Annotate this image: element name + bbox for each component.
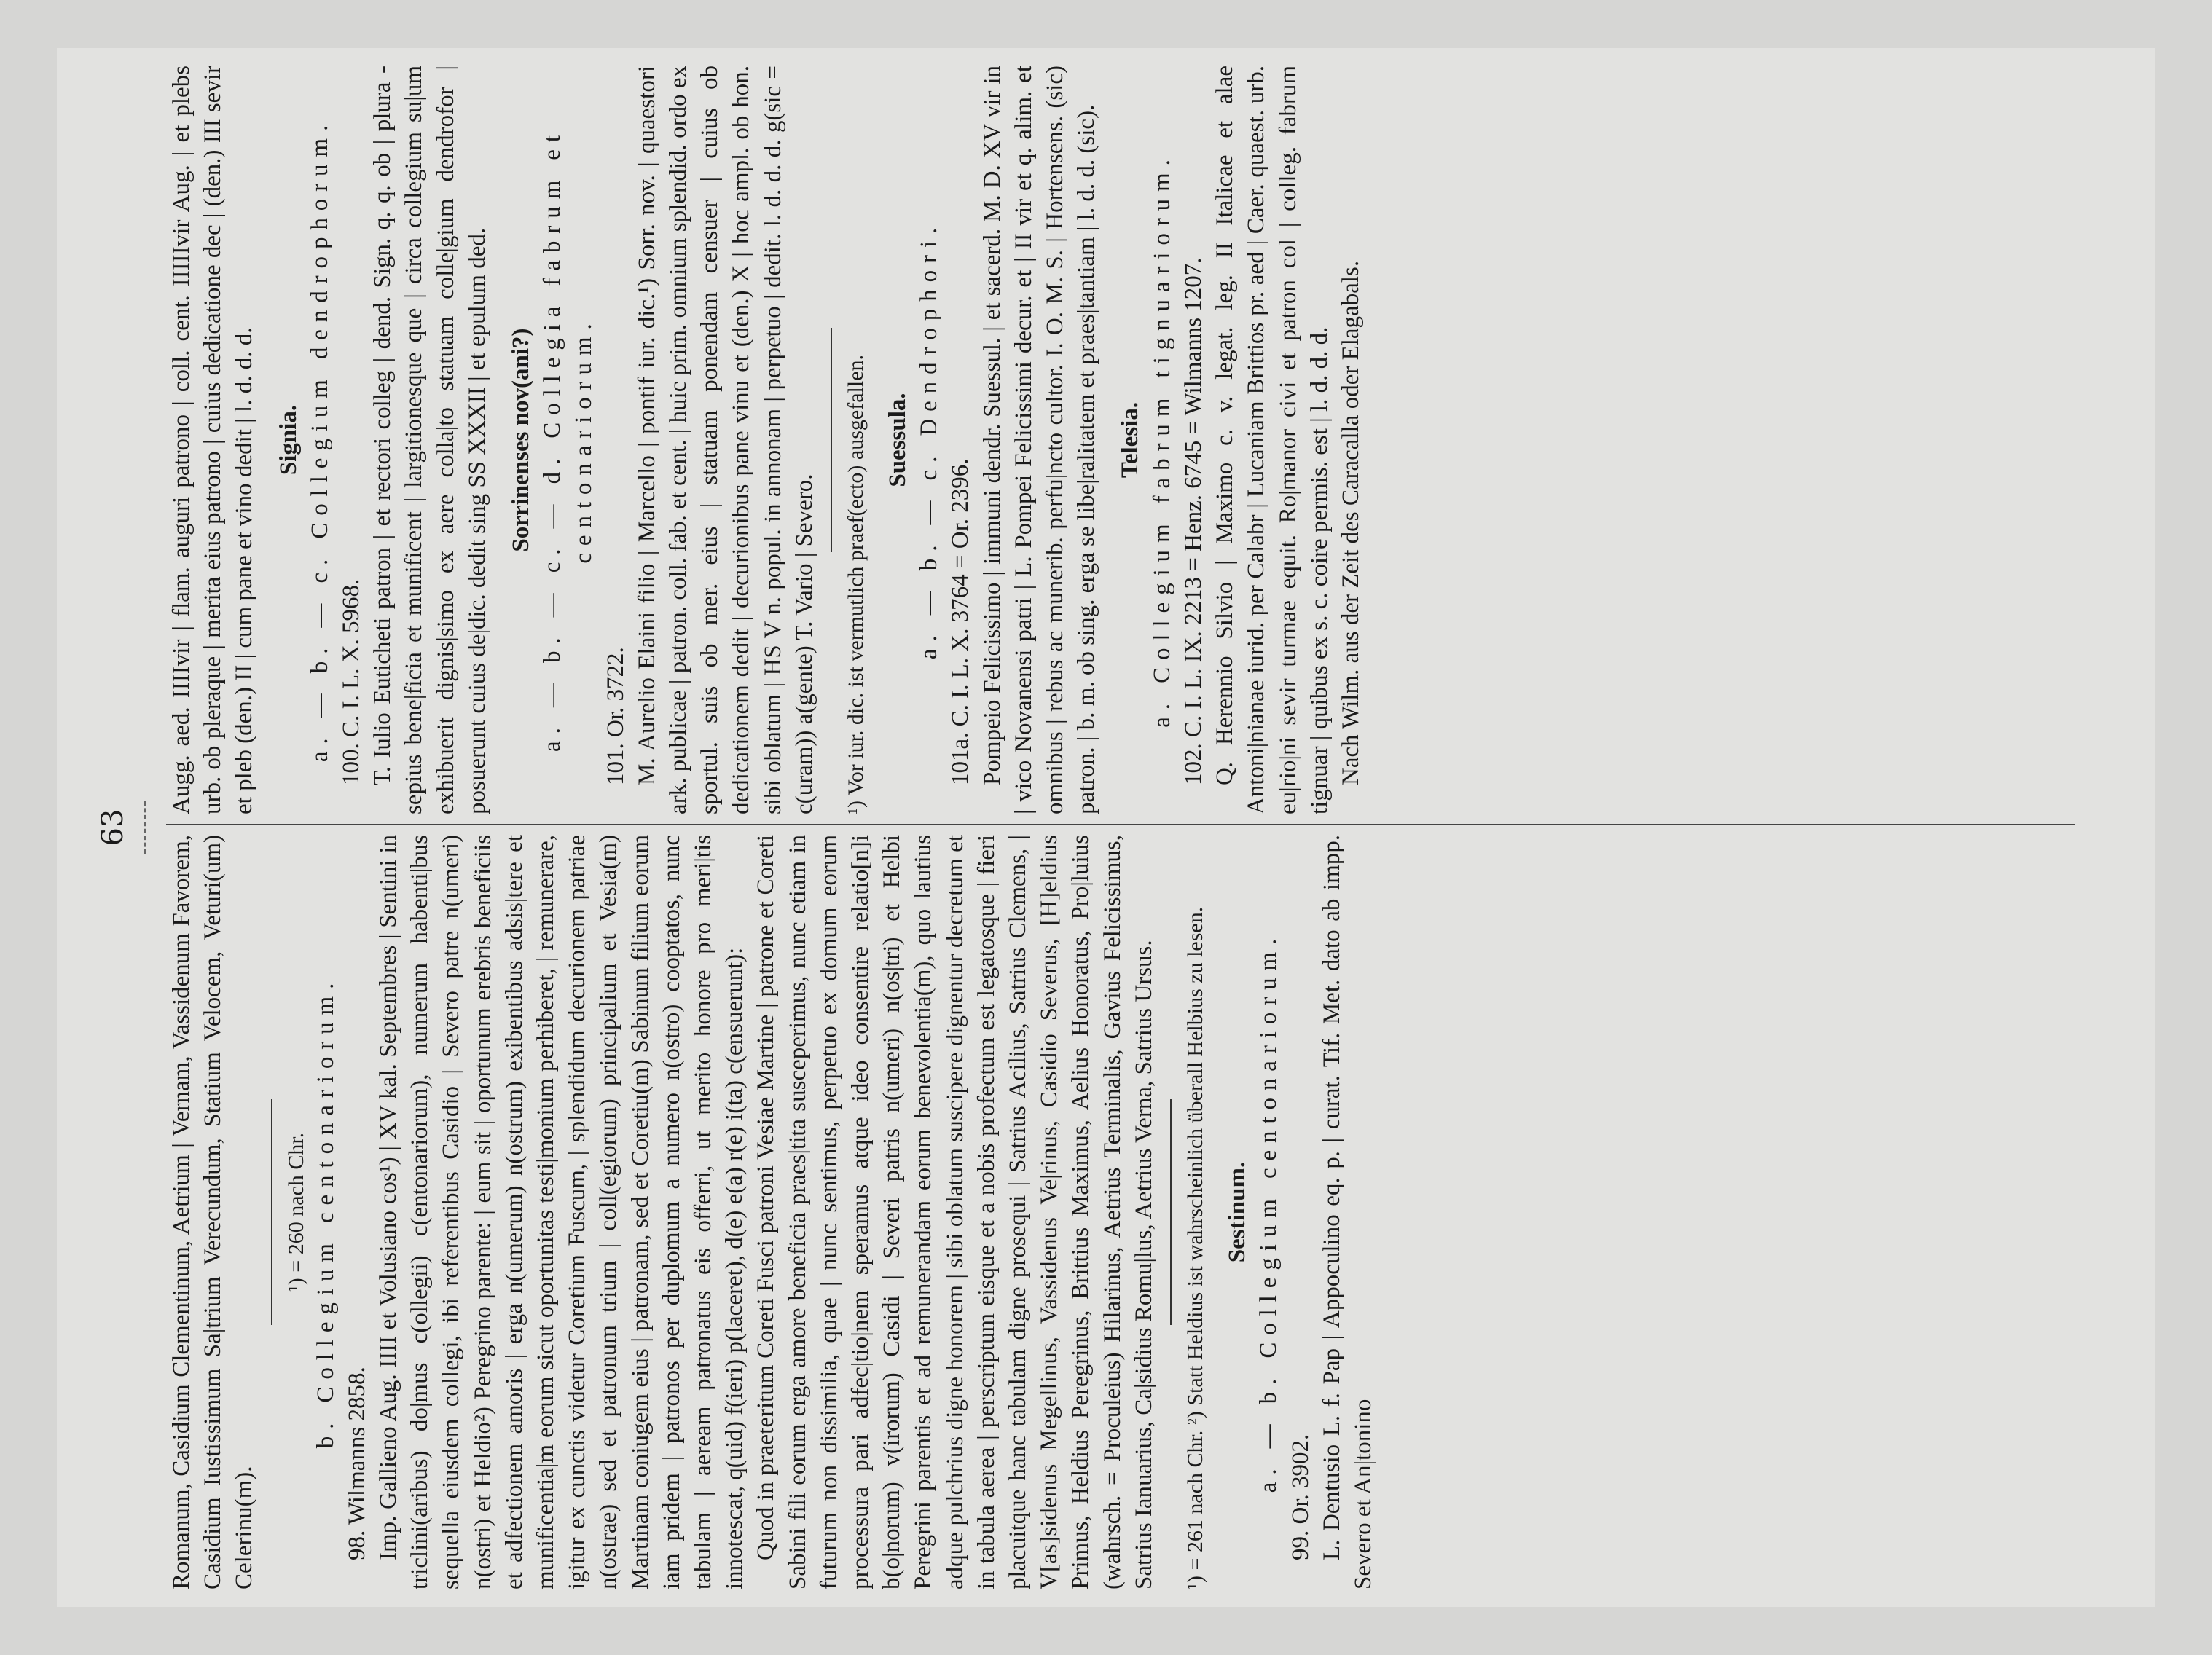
separator-rule — [1108, 66, 1109, 814]
text-paragraph: 101a. C. I. L. X. 3764 = Or. 2396. — [947, 458, 974, 785]
text-paragraph: Pompeio Felicissimo | immuni dendr. Suessul. | et sacerd. M. D. XV vir in | vico Novanensi patri | L. Pompei Felicissimi decur. et | II vir et q. alim. et omnibus | rebus ac munerib. perfu|ncto cultor. I. O. M. S. | Hortensens. (sic) patron. | b. m. ob sing. erga se libe|ralitatem et praes|tantiam | l. d. d. (sic). — [978, 66, 1100, 814]
right-column — [166, 66, 2090, 814]
text-paragraph: 99. Or. 3902. — [1287, 1434, 1314, 1560]
text-paragraph: T. Iulio Euticheti patron | et rectori colleg | dend. Sign. q. q. ob | plura - sepius bene|ficia et munificent | largitionesque que | circa collegium su|um exhibuerit dignis|simo ex aere colla|to statuam colle|gium dendrofor | posuerunt cuius de|dic. dedit sing SS XXXII | et epulum ded. — [369, 66, 490, 814]
footnote: ¹) Vor iur. dic. ist vermutlich praef(ecto) ausgefallen. — [844, 354, 868, 814]
text-paragraph: Q. Herennio Silvio | Maximo c. v. legat. leg. II Italicae et alae Antoni|nianae iurid. per Calabr | Lucaniam Brittios pr. aed | Caer. quaest. urb. eu|rio|ni sevir turmae equit. Ro|manor civi et patron col | colleg. fabrum tignuar | quibus ex s. c. coire permis. est | l. d. d. d. — [1212, 66, 1333, 814]
footnote: ¹) = 260 nach Chr. — [283, 1132, 308, 1292]
text-paragraph: 102. C. I. L. IX. 2213 = Henz. 6745 = Wilmanns 1207. — [1180, 257, 1207, 785]
text-paragraph: 100. C. I. L. X. 5968. — [338, 578, 365, 785]
text-paragraph: Imp. Gallieno Aug. IIII et Volusiano cos¹) | XV kal. Septembres | Sentini in triclini(aribus) do|mus c(ollegii) c(entonariorum), numerum habenti|bus sequella eiusdem collegi, ibi referentibus Casidio | Severo patre n(umeri) n(ostri) et Heldio²) Peregrino parente: | eum sit | oportunum erebris beneficiis et adfectionem amoris | erga n(umerum) n(ostrum) exibentibus adsis|tere et munificentia|m eorum sicut oportunitas testi|monium perhiberet, | remunerare, igitur ex cunctis videtur Coretium Fuscum, | splendidum decurionem patriae n(ostrae) sed et patronum trium | coll(egiorum) principalium et Vesia(m) Martinam coniugem eius | patronam, sed et Coretiu(m) Sabinum filium eorum iam pridem | patronos per duplomum a numero n(ostro) cooptatos, nunc tabulam | aeream patronatus eis offerri, ut merito honore pro meri|tis innotescat, q(uid) f(ieri) p(laceret), d(e) e(a) r(e) i(ta) c(ensuerunt): — [375, 835, 748, 1589]
book-page — [57, 48, 2155, 1607]
text-paragraph: Romanum, Casidium Clementinum, Aetrium | Vernam, Vassidenum Favorem, Casidium Iustissimum Sa|trium Verecundum, Statium Velocem, Veturi(um) Celerinu(m). — [168, 835, 258, 1589]
separator-rule — [1170, 1099, 1172, 1326]
column-divider — [166, 824, 2075, 825]
section-heading: Sorrinenses nov(ani?) — [508, 328, 535, 552]
text-paragraph: L. Dentusio L. f. Pap | Appoculino eq. p. | curat. Tif. Met. dato ab impp. Severo et An|tonino — [1318, 835, 1376, 1589]
section-heading: Suessula. — [885, 393, 911, 487]
text-paragraph: Augg. aed. IIIIvir | flam. auguri patrono | coll. cent. IIIIIvir Aug. | et plebs urb. ob pleraque | merita eius patrono | cuius dedicatione dec | (den.) III sevir et pleb (den.) II | cum pane et vino dedit | l. d. d. d. — [168, 66, 258, 814]
text-paragraph: 101. Or. 3722. — [602, 647, 629, 785]
text-paragraph: M. Aurelio Elaini filio | Marcello | pontif iur. dic.¹) Sorr. nov. | quaestori ark. publicae | patron. coll. fab. et cent. | huic prim. omnium splendid. ordo ex sportul. suis ob mer. eius | statuam ponendam censuer | cuius ob dedicationem dedit | decurionibus pane vinu et (den.) X | hoc ampl. ob hon. sibi oblatum | HS V n. popul. in annonam | perpetuo | dedit. l. d. d. d. g(sic = c(uram)) a(gente) T. Vario | Severo. — [633, 66, 817, 814]
footnote: ¹) = 261 nach Chr. ²) Statt Heldius ist wahrscheinlich überall Helbius zu lesen. — [1183, 906, 1208, 1589]
collegium-heading: a. — b. Collegium centonariorum. — [1255, 931, 1282, 1493]
collegium-heading: a. — b. — c. Collegium dendrophorum. — [306, 117, 333, 763]
page-number-ornament — [137, 801, 146, 854]
separator-rule — [1215, 835, 1216, 1589]
section-heading: Sestinum. — [1224, 1161, 1251, 1263]
separator-rule — [271, 1099, 272, 1326]
collegium-heading: b. Collegium centonariorum. — [312, 975, 339, 1449]
separator-rule — [831, 328, 832, 552]
section-heading: Signia. — [275, 404, 302, 476]
page-number: 63 — [96, 809, 130, 846]
text-paragraph: Nach Wilm. aus der Zeit des Caracalla oder Elagabals. — [1337, 260, 1364, 785]
separator-rule — [499, 66, 500, 814]
collegium-heading: a. Collegium fabrum tignuariorum. — [1148, 152, 1175, 728]
text-paragraph: 98. Wilmanns 2858. — [343, 1367, 370, 1560]
left-column — [166, 835, 2090, 1589]
section-heading: Telesia. — [1117, 401, 1144, 479]
collegium-heading: a. — b. — c. Dendrophori. — [916, 220, 943, 660]
collegium-heading: a. — b. — c. — d. Collegia fabrum et centonariorum. — [539, 128, 597, 752]
text-paragraph: Quod in praeteritum Coreti Fusci patroni Vesiae Martine | patrone et Coreti Sabini fili eorum erga amore beneficia praes|tita susceperimus, nunc etiam in futurum non dissimilia, quae | nunc sentimus, perpetuo ex domum eorum processura pari adfec|tio|nem speramus atque ideo consentire relatio[n]i b(o|norum) v(irorum) Casidi | Severi patris n(umeri) n(os|tri) et Helbi Peregrini parentis et ad remunerandam eorum benevolentia(m), quo lautius adque pulchrius digne honorem | sibi oblatum suscipere dignentur decretum et in tabula aerea | perscriptum eisque et a nobis profectum est legatosque | fieri placuitque hanc tabulam digne prosequi | Satrius Acilius, Satrius Clemens, | V[as]sidenus Megellinus, Vassidenus Ve|rinus, Casidio Severus, [H]eldius Primus, Heldius Peregrinus, Brittius Maximus, Aelius Honoratus, Pro|luius (wahrsch. = Proculeius) Hilarinus, Aetrius Terminalis, Gavius Felicissimus, Satrius Ianuarius, Ca|sidius Romu|lus, Aetrius Verna, Satrius Ursus. — [753, 835, 1157, 1589]
